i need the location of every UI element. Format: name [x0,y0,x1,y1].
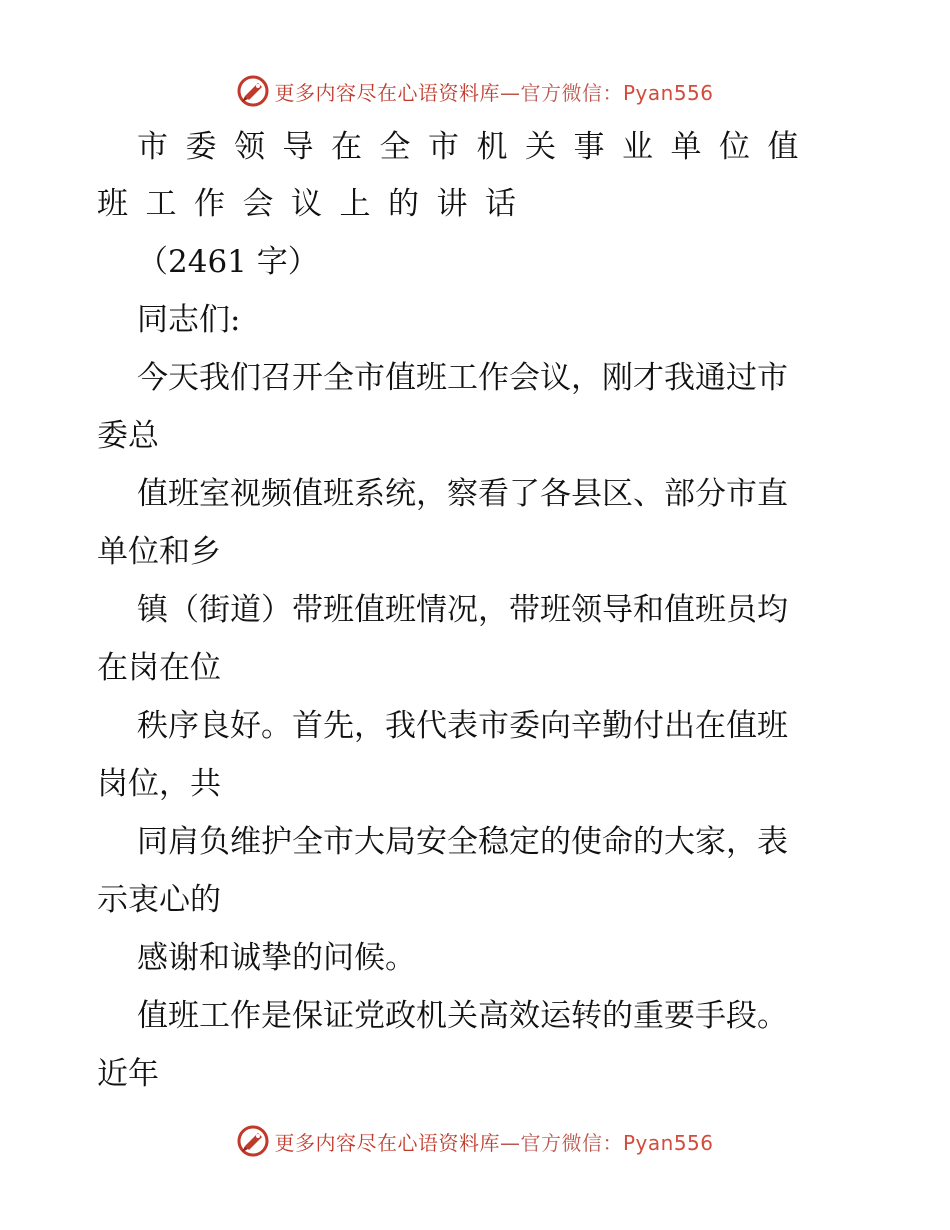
banner-brand-text: 更多内容尽在心语资料库 [274,80,500,105]
paragraph-line: 秩序良好。首先，我代表市委向辛勤付出在值班 [137,708,788,744]
pen-logo-icon [236,74,270,108]
banner-wechat-id: Pyan556 [622,1130,714,1155]
salutation: 同志们: [137,302,241,338]
paragraph-line: 同肩负维护全市大局安全稳定的使命的大家，表 [137,824,788,860]
footer-watermark-banner [0,1121,950,1161]
paragraph-line: 委总 [97,418,159,454]
paragraph-line: 在岗在位 [97,650,221,686]
paragraph-line: 示衷心的 [97,882,221,918]
paragraph-line: 今天我们召开全市值班工作会议，刚才我通过市 [137,360,788,396]
banner-wechat-id: Pyan556 [622,80,714,105]
banner-brand-text: 更多内容尽在心语资料库 [274,1130,500,1155]
paragraph-line: 近年 [97,1056,159,1092]
pen-logo-icon [236,1124,270,1158]
header-watermark-banner [0,71,950,111]
word-count: （2461 字） [137,244,319,280]
paragraph-line: 值班工作是保证党政机关高效运转的重要手段。 [137,998,788,1034]
paragraph-line: 镇（街道）带班值班情况，带班领导和值班员均 [137,592,788,628]
paragraph-line: 单位和乡 [97,534,221,570]
paragraph-line: 岗位，共 [97,766,221,802]
paragraph-line: 值班室视频值班系统，察看了各县区、部分市直 [137,476,788,512]
paragraph-line: 感谢和诚挚的问候。 [137,940,416,976]
banner-wechat-label: —官方微信： [499,80,623,105]
document-title-line-2: 班工作会议上的讲话 [97,186,534,222]
banner-wechat-label: —官方微信： [499,1130,623,1155]
document-title-line-1: 市委领导在全市机关事业单位值 [137,129,816,165]
